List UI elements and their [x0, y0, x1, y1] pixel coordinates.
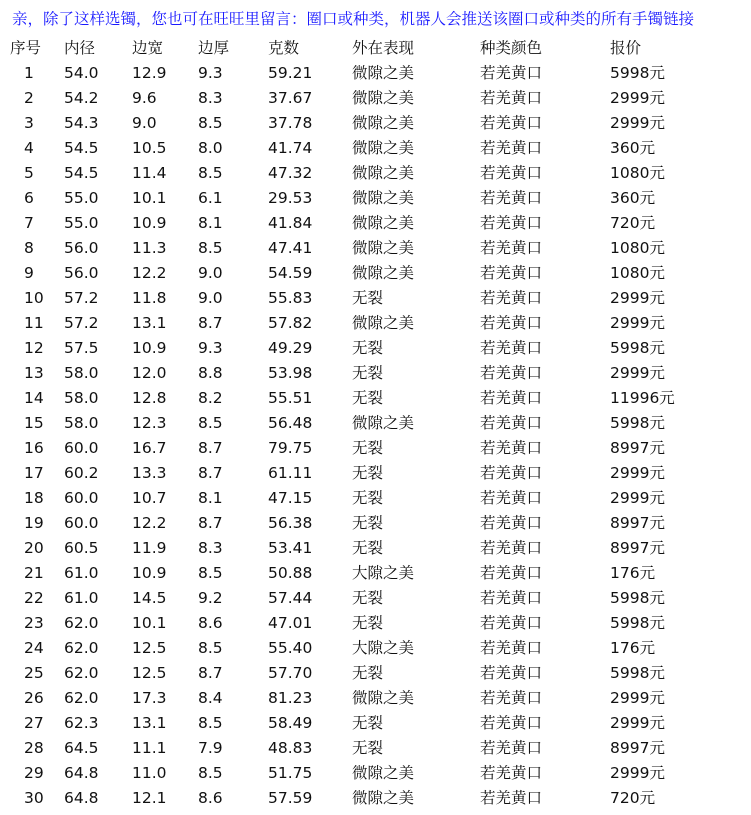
cell-type-color: 若羌黄口	[480, 514, 543, 532]
cell-thickness: 8.0	[198, 139, 223, 157]
cell-index: 13	[24, 364, 44, 382]
cell-type-color: 若羌黄口	[480, 464, 543, 482]
cell-thickness: 6.1	[198, 189, 223, 207]
cell-thickness: 8.4	[198, 689, 223, 707]
cell-inner-diameter: 56.0	[64, 264, 99, 282]
cell-index: 20	[24, 539, 44, 557]
cell-weight: 57.82	[268, 314, 313, 332]
cell-width: 12.2	[132, 264, 167, 282]
cell-width: 9.6	[132, 89, 157, 107]
cell-index: 21	[24, 564, 44, 582]
cell-price: 2999元	[610, 314, 665, 332]
cell-price: 5998元	[610, 614, 665, 632]
table-row	[0, 436, 751, 461]
cell-inner-diameter: 64.5	[64, 739, 99, 757]
cell-price: 8997元	[610, 514, 665, 532]
table-row	[0, 211, 751, 236]
header-appearance: 外在表现	[352, 39, 415, 57]
cell-inner-diameter: 62.3	[64, 714, 99, 732]
cell-inner-diameter: 62.0	[64, 614, 99, 632]
table-row	[0, 786, 751, 811]
cell-type-color: 若羌黄口	[480, 114, 543, 132]
cell-appearance: 微隙之美	[352, 764, 415, 782]
cell-weight: 49.29	[268, 339, 313, 357]
cell-weight: 55.40	[268, 639, 313, 657]
table-row	[0, 111, 751, 136]
cell-appearance: 无裂	[352, 739, 384, 757]
cell-index: 9	[24, 264, 34, 282]
table-row	[0, 136, 751, 161]
cell-appearance: 无裂	[352, 714, 384, 732]
cell-appearance: 无裂	[352, 614, 384, 632]
cell-width: 10.1	[132, 614, 167, 632]
cell-price: 176元	[610, 639, 656, 657]
cell-price: 1080元	[610, 264, 665, 282]
cell-width: 11.4	[132, 164, 167, 182]
cell-inner-diameter: 60.5	[64, 539, 99, 557]
cell-index: 16	[24, 439, 44, 457]
cell-inner-diameter: 57.2	[64, 314, 99, 332]
cell-index: 25	[24, 664, 44, 682]
cell-thickness: 8.5	[198, 114, 223, 132]
header-weight: 克数	[268, 39, 300, 57]
cell-weight: 50.88	[268, 564, 313, 582]
cell-price: 360元	[610, 139, 656, 157]
cell-appearance: 微隙之美	[352, 164, 415, 182]
cell-weight: 56.48	[268, 414, 313, 432]
cell-inner-diameter: 60.2	[64, 464, 99, 482]
cell-width: 12.8	[132, 389, 167, 407]
table-row	[0, 286, 751, 311]
cell-thickness: 9.0	[198, 289, 223, 307]
header-thickness: 边厚	[198, 39, 230, 57]
cell-index: 18	[24, 489, 44, 507]
table-row	[0, 636, 751, 661]
cell-price: 1080元	[610, 239, 665, 257]
cell-thickness: 8.7	[198, 514, 223, 532]
cell-appearance: 微隙之美	[352, 239, 415, 257]
cell-appearance: 微隙之美	[352, 139, 415, 157]
table-row	[0, 586, 751, 611]
cell-appearance: 微隙之美	[352, 689, 415, 707]
cell-index: 26	[24, 689, 44, 707]
cell-width: 11.3	[132, 239, 167, 257]
table-row	[0, 486, 751, 511]
cell-type-color: 若羌黄口	[480, 314, 543, 332]
cell-appearance: 大隙之美	[352, 564, 415, 582]
table-row	[0, 61, 751, 86]
cell-price: 2999元	[610, 764, 665, 782]
cell-width: 11.8	[132, 289, 167, 307]
cell-price: 720元	[610, 214, 656, 232]
cell-appearance: 微隙之美	[352, 114, 415, 132]
cell-price: 1080元	[610, 164, 665, 182]
cell-index: 1	[24, 64, 34, 82]
cell-type-color: 若羌黄口	[480, 139, 543, 157]
table-row	[0, 761, 751, 786]
cell-index: 6	[24, 189, 34, 207]
cell-type-color: 若羌黄口	[480, 764, 543, 782]
cell-inner-diameter: 54.0	[64, 64, 99, 82]
table-row	[0, 736, 751, 761]
cell-appearance: 无裂	[352, 439, 384, 457]
cell-index: 29	[24, 764, 44, 782]
cell-weight: 56.38	[268, 514, 313, 532]
cell-index: 12	[24, 339, 44, 357]
table-row	[0, 361, 751, 386]
cell-width: 12.1	[132, 789, 167, 807]
cell-price: 8997元	[610, 439, 665, 457]
cell-inner-diameter: 58.0	[64, 414, 99, 432]
cell-index: 23	[24, 614, 44, 632]
notice-text: 亲，除了这样选镯，您也可在旺旺里留言：圈口或种类，机器人会推送该圈口或种类的所有手镯链接	[12, 10, 695, 28]
cell-width: 11.9	[132, 539, 167, 557]
cell-thickness: 8.6	[198, 789, 223, 807]
cell-type-color: 若羌黄口	[480, 564, 543, 582]
cell-weight: 55.51	[268, 389, 313, 407]
table-row	[0, 711, 751, 736]
cell-inner-diameter: 56.0	[64, 239, 99, 257]
cell-type-color: 若羌黄口	[480, 639, 543, 657]
cell-weight: 53.98	[268, 364, 313, 382]
cell-appearance: 无裂	[352, 589, 384, 607]
cell-appearance: 微隙之美	[352, 264, 415, 282]
cell-type-color: 若羌黄口	[480, 239, 543, 257]
cell-width: 10.5	[132, 139, 167, 157]
table-row	[0, 336, 751, 361]
cell-appearance: 无裂	[352, 539, 384, 557]
cell-price: 360元	[610, 189, 656, 207]
cell-inner-diameter: 54.5	[64, 164, 99, 182]
cell-width: 11.0	[132, 764, 167, 782]
cell-thickness: 8.5	[198, 564, 223, 582]
cell-weight: 47.15	[268, 489, 313, 507]
cell-width: 14.5	[132, 589, 167, 607]
cell-appearance: 微隙之美	[352, 314, 415, 332]
cell-type-color: 若羌黄口	[480, 414, 543, 432]
cell-index: 19	[24, 514, 44, 532]
table-row	[0, 561, 751, 586]
table-row	[0, 161, 751, 186]
cell-appearance: 微隙之美	[352, 89, 415, 107]
cell-appearance: 无裂	[352, 339, 384, 357]
cell-index: 28	[24, 739, 44, 757]
cell-index: 27	[24, 714, 44, 732]
cell-appearance: 大隙之美	[352, 639, 415, 657]
cell-weight: 47.32	[268, 164, 313, 182]
cell-type-color: 若羌黄口	[480, 539, 543, 557]
cell-thickness: 8.5	[198, 239, 223, 257]
cell-price: 2999元	[610, 89, 665, 107]
cell-inner-diameter: 57.2	[64, 289, 99, 307]
cell-thickness: 8.7	[198, 664, 223, 682]
cell-index: 4	[24, 139, 34, 157]
cell-type-color: 若羌黄口	[480, 289, 543, 307]
cell-weight: 81.23	[268, 689, 313, 707]
cell-type-color: 若羌黄口	[480, 664, 543, 682]
cell-weight: 57.44	[268, 589, 313, 607]
cell-inner-diameter: 55.0	[64, 214, 99, 232]
cell-inner-diameter: 60.0	[64, 514, 99, 532]
cell-type-color: 若羌黄口	[480, 689, 543, 707]
cell-index: 11	[24, 314, 44, 332]
cell-price: 5998元	[610, 64, 665, 82]
cell-inner-diameter: 55.0	[64, 189, 99, 207]
cell-thickness: 8.8	[198, 364, 223, 382]
cell-weight: 55.83	[268, 289, 313, 307]
table-row	[0, 461, 751, 486]
cell-type-color: 若羌黄口	[480, 339, 543, 357]
cell-price: 2999元	[610, 464, 665, 482]
cell-price: 8997元	[610, 539, 665, 557]
table-row	[0, 661, 751, 686]
cell-thickness: 9.0	[198, 264, 223, 282]
cell-inner-diameter: 62.0	[64, 689, 99, 707]
cell-appearance: 无裂	[352, 464, 384, 482]
cell-width: 10.7	[132, 489, 167, 507]
cell-inner-diameter: 54.5	[64, 139, 99, 157]
cell-index: 30	[24, 789, 44, 807]
cell-weight: 57.70	[268, 664, 313, 682]
cell-index: 10	[24, 289, 44, 307]
cell-weight: 37.78	[268, 114, 313, 132]
cell-type-color: 若羌黄口	[480, 189, 543, 207]
cell-type-color: 若羌黄口	[480, 89, 543, 107]
cell-thickness: 9.3	[198, 64, 223, 82]
table-row	[0, 411, 751, 436]
cell-inner-diameter: 60.0	[64, 439, 99, 457]
table-row	[0, 86, 751, 111]
cell-inner-diameter: 58.0	[64, 389, 99, 407]
cell-type-color: 若羌黄口	[480, 164, 543, 182]
cell-thickness: 8.7	[198, 464, 223, 482]
cell-width: 10.9	[132, 214, 167, 232]
cell-thickness: 8.6	[198, 614, 223, 632]
cell-thickness: 8.7	[198, 439, 223, 457]
cell-width: 13.1	[132, 314, 167, 332]
table-row	[0, 186, 751, 211]
table-row	[0, 236, 751, 261]
cell-inner-diameter: 57.5	[64, 339, 99, 357]
table-row	[0, 311, 751, 336]
cell-inner-diameter: 62.0	[64, 664, 99, 682]
cell-weight: 47.01	[268, 614, 313, 632]
cell-index: 8	[24, 239, 34, 257]
cell-thickness: 8.5	[198, 164, 223, 182]
cell-type-color: 若羌黄口	[480, 739, 543, 757]
cell-weight: 41.84	[268, 214, 313, 232]
cell-width: 10.9	[132, 564, 167, 582]
cell-width: 12.2	[132, 514, 167, 532]
cell-inner-diameter: 54.2	[64, 89, 99, 107]
cell-index: 14	[24, 389, 44, 407]
cell-appearance: 无裂	[352, 489, 384, 507]
cell-thickness: 8.3	[198, 539, 223, 557]
cell-appearance: 无裂	[352, 289, 384, 307]
cell-appearance: 微隙之美	[352, 64, 415, 82]
cell-thickness: 8.3	[198, 89, 223, 107]
cell-appearance: 无裂	[352, 664, 384, 682]
cell-price: 5998元	[610, 589, 665, 607]
cell-inner-diameter: 61.0	[64, 564, 99, 582]
cell-inner-diameter: 64.8	[64, 789, 99, 807]
cell-thickness: 8.5	[198, 714, 223, 732]
cell-inner-diameter: 61.0	[64, 589, 99, 607]
cell-thickness: 8.5	[198, 764, 223, 782]
table-row	[0, 261, 751, 286]
cell-price: 11996元	[610, 389, 675, 407]
cell-price: 8997元	[610, 739, 665, 757]
cell-price: 5998元	[610, 414, 665, 432]
cell-weight: 53.41	[268, 539, 313, 557]
cell-appearance: 微隙之美	[352, 414, 415, 432]
cell-type-color: 若羌黄口	[480, 439, 543, 457]
cell-width: 17.3	[132, 689, 167, 707]
cell-type-color: 若羌黄口	[480, 614, 543, 632]
cell-width: 12.9	[132, 64, 167, 82]
cell-thickness: 8.5	[198, 414, 223, 432]
cell-weight: 57.59	[268, 789, 313, 807]
cell-price: 2999元	[610, 114, 665, 132]
cell-weight: 41.74	[268, 139, 313, 157]
cell-inner-diameter: 64.8	[64, 764, 99, 782]
cell-price: 2999元	[610, 489, 665, 507]
cell-weight: 47.41	[268, 239, 313, 257]
cell-type-color: 若羌黄口	[480, 64, 543, 82]
cell-index: 2	[24, 89, 34, 107]
cell-thickness: 8.1	[198, 489, 223, 507]
cell-type-color: 若羌黄口	[480, 489, 543, 507]
cell-thickness: 8.7	[198, 314, 223, 332]
cell-width: 13.3	[132, 464, 167, 482]
cell-width: 12.0	[132, 364, 167, 382]
cell-price: 176元	[610, 564, 656, 582]
table-row	[0, 536, 751, 561]
cell-index: 7	[24, 214, 34, 232]
cell-type-color: 若羌黄口	[480, 789, 543, 807]
header-index: 序号	[10, 39, 42, 57]
table-row	[0, 386, 751, 411]
cell-width: 12.5	[132, 664, 167, 682]
cell-appearance: 微隙之美	[352, 214, 415, 232]
cell-index: 17	[24, 464, 44, 482]
cell-price: 2999元	[610, 689, 665, 707]
cell-width: 10.9	[132, 339, 167, 357]
cell-thickness: 9.2	[198, 589, 223, 607]
cell-width: 13.1	[132, 714, 167, 732]
cell-inner-diameter: 62.0	[64, 639, 99, 657]
cell-width: 12.5	[132, 639, 167, 657]
cell-type-color: 若羌黄口	[480, 264, 543, 282]
cell-thickness: 8.5	[198, 639, 223, 657]
cell-weight: 61.11	[268, 464, 313, 482]
cell-weight: 58.49	[268, 714, 313, 732]
table-header	[0, 36, 751, 61]
header-width: 边宽	[132, 39, 164, 57]
cell-price: 5998元	[610, 339, 665, 357]
cell-price: 2999元	[610, 364, 665, 382]
cell-index: 22	[24, 589, 44, 607]
cell-weight: 51.75	[268, 764, 313, 782]
cell-inner-diameter: 58.0	[64, 364, 99, 382]
cell-width: 11.1	[132, 739, 167, 757]
table-row	[0, 511, 751, 536]
cell-weight: 59.21	[268, 64, 313, 82]
cell-index: 15	[24, 414, 44, 432]
cell-width: 16.7	[132, 439, 167, 457]
cell-weight: 79.75	[268, 439, 313, 457]
cell-price: 2999元	[610, 289, 665, 307]
header-inner-diameter: 内径	[64, 39, 96, 57]
cell-thickness: 7.9	[198, 739, 223, 757]
cell-thickness: 8.2	[198, 389, 223, 407]
cell-price: 5998元	[610, 664, 665, 682]
cell-width: 10.1	[132, 189, 167, 207]
header-type-color: 种类颜色	[480, 39, 543, 57]
cell-weight: 37.67	[268, 89, 313, 107]
cell-weight: 48.83	[268, 739, 313, 757]
cell-price: 2999元	[610, 714, 665, 732]
cell-appearance: 无裂	[352, 364, 384, 382]
cell-width: 9.0	[132, 114, 157, 132]
cell-width: 12.3	[132, 414, 167, 432]
cell-thickness: 8.1	[198, 214, 223, 232]
cell-inner-diameter: 54.3	[64, 114, 99, 132]
cell-type-color: 若羌黄口	[480, 389, 543, 407]
cell-weight: 29.53	[268, 189, 313, 207]
cell-index: 5	[24, 164, 34, 182]
cell-type-color: 若羌黄口	[480, 589, 543, 607]
cell-type-color: 若羌黄口	[480, 714, 543, 732]
cell-appearance: 无裂	[352, 389, 384, 407]
cell-appearance: 微隙之美	[352, 189, 415, 207]
cell-type-color: 若羌黄口	[480, 214, 543, 232]
cell-index: 3	[24, 114, 34, 132]
cell-price: 720元	[610, 789, 656, 807]
cell-appearance: 无裂	[352, 514, 384, 532]
table-row	[0, 686, 751, 711]
cell-inner-diameter: 60.0	[64, 489, 99, 507]
cell-type-color: 若羌黄口	[480, 364, 543, 382]
cell-index: 24	[24, 639, 44, 657]
cell-weight: 54.59	[268, 264, 313, 282]
cell-thickness: 9.3	[198, 339, 223, 357]
cell-appearance: 微隙之美	[352, 789, 415, 807]
table-row	[0, 611, 751, 636]
header-price: 报价	[610, 39, 642, 57]
